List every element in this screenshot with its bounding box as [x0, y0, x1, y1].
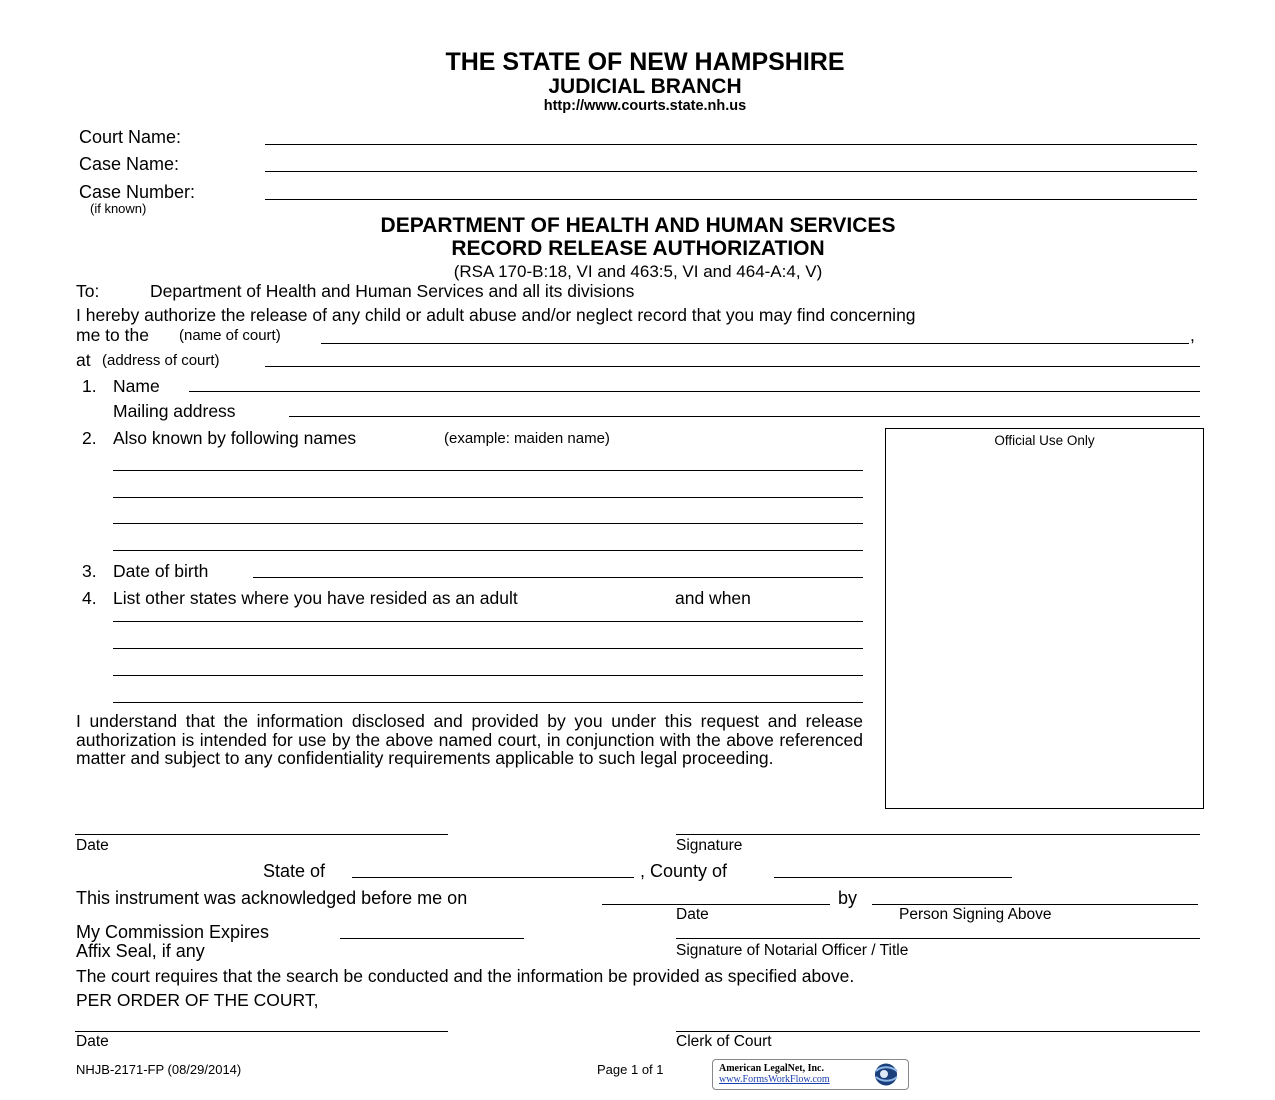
other-states-field-2[interactable]: [113, 648, 863, 649]
to-recipient: Department of Health and Human Services and all its divisions: [150, 281, 635, 301]
clerk-of-court-label: Clerk of Court: [676, 1033, 772, 1050]
date-field[interactable]: [75, 834, 448, 835]
name-of-court-label: (name of court): [179, 327, 281, 344]
order-date-label: Date: [76, 1033, 109, 1050]
aka-field-1[interactable]: [113, 470, 863, 471]
case-name-field[interactable]: [265, 171, 1197, 172]
americanlegalnet-logo[interactable]: [712, 1059, 909, 1090]
official-use-box: [885, 428, 1204, 809]
address-of-court-label: (address of court): [102, 352, 220, 369]
form-title-line1: DEPARTMENT OF HEALTH AND HUMAN SERVICES: [380, 214, 896, 237]
case-name-label: Case Name:: [79, 154, 180, 174]
person-signing-field[interactable]: [872, 904, 1198, 905]
item-1-number: 1.: [82, 376, 97, 396]
other-states-field-3[interactable]: [113, 675, 863, 676]
comma: ,: [1190, 325, 1195, 345]
date-of-birth-field[interactable]: [253, 577, 863, 578]
other-states-field-1[interactable]: [113, 621, 863, 622]
aka-field-4[interactable]: [113, 550, 863, 551]
signature-label: Signature: [676, 837, 743, 854]
logo-company: American LegalNet, Inc.: [719, 1063, 824, 1074]
by-label: by: [838, 888, 858, 908]
state-of-label: State of: [263, 861, 326, 881]
clerk-signature-field[interactable]: [676, 1031, 1200, 1032]
official-use-label: Official Use Only: [994, 433, 1095, 448]
county-of-field[interactable]: [774, 877, 1012, 878]
case-number-label: Case Number:: [79, 182, 196, 202]
court-requires-text: The court requires that the search be conducted and the information be provided as specified above.: [76, 966, 855, 986]
page-number: Page 1 of 1: [597, 1062, 664, 1077]
website-url[interactable]: http://www.courts.state.nh.us: [543, 98, 747, 114]
globe-icon: [871, 1062, 903, 1087]
branch-title: JUDICIAL BRANCH: [548, 75, 742, 98]
mailing-address-label: Mailing address: [113, 401, 236, 421]
item-2-number: 2.: [82, 428, 97, 448]
ack-date-label: Date: [676, 906, 709, 923]
other-states-label: List other states where you have resided as an adult: [113, 588, 518, 608]
authorize-text: I hereby authorize the release of any child or adult abuse and/or neglect record that you may find concerning: [76, 305, 916, 325]
address-of-court-field[interactable]: [265, 366, 1200, 367]
date-label: Date: [76, 837, 109, 854]
if-known-note: (if known): [90, 201, 147, 216]
commission-expires-field[interactable]: [340, 938, 524, 939]
statute-reference: (RSA 170-B:18, VI and 463:5, VI and 464-A:4, V): [453, 262, 823, 281]
signature-field[interactable]: [676, 834, 1200, 835]
notary-signature-label: Signature of Notarial Officer / Title: [676, 942, 909, 959]
form-title-line2: RECORD RELEASE AUTHORIZATION: [451, 237, 825, 260]
item-4-number: 4.: [82, 588, 97, 608]
name-label: Name: [113, 376, 160, 396]
court-name-label: Court Name:: [79, 127, 182, 147]
other-states-field-4[interactable]: [113, 702, 863, 703]
at-label: at: [76, 350, 91, 370]
and-when-label: and when: [675, 588, 751, 608]
case-number-field[interactable]: [265, 199, 1197, 200]
aka-label: Also known by following names: [113, 428, 357, 448]
mailing-address-field[interactable]: [289, 416, 1200, 417]
logo-url[interactable]: www.FormsWorkFlow.com: [719, 1074, 830, 1085]
form-id: NHJB-2171-FP (08/29/2014): [76, 1062, 242, 1077]
aka-field-3[interactable]: [113, 523, 863, 524]
state-title: THE STATE OF NEW HAMPSHIRE: [445, 48, 845, 76]
order-date-field[interactable]: [75, 1031, 448, 1032]
acknowledged-date-field[interactable]: [602, 904, 830, 905]
court-name-field[interactable]: [265, 144, 1197, 145]
acknowledged-label: This instrument was acknowledged before me on: [76, 888, 468, 908]
aka-field-2[interactable]: [113, 497, 863, 498]
notary-signature-field[interactable]: [676, 938, 1200, 939]
to-label: To:: [76, 281, 100, 301]
aka-example: (example: maiden name): [444, 430, 610, 447]
name-field[interactable]: [189, 391, 1200, 392]
me-to-the-label: me to the: [76, 325, 149, 345]
affix-seal-label: Affix Seal, if any: [76, 941, 205, 961]
item-3-number: 3.: [82, 561, 97, 581]
person-signing-label: Person Signing Above: [899, 906, 1052, 923]
understanding-paragraph: I understand that the information disclosed and provided by you under this request and release authorization is intended for use by the above named court, in conjunction with the above referenced matter and subject to any confidentiality requirements applicable to such legal proceeding.: [76, 711, 863, 768]
name-of-court-field[interactable]: [321, 343, 1189, 344]
county-of-label: , County of: [640, 861, 728, 881]
per-order-text: PER ORDER OF THE COURT,: [76, 990, 319, 1010]
date-of-birth-label: Date of birth: [113, 561, 209, 581]
commission-expires-label: My Commission Expires: [76, 922, 270, 942]
state-of-field[interactable]: [352, 877, 634, 878]
